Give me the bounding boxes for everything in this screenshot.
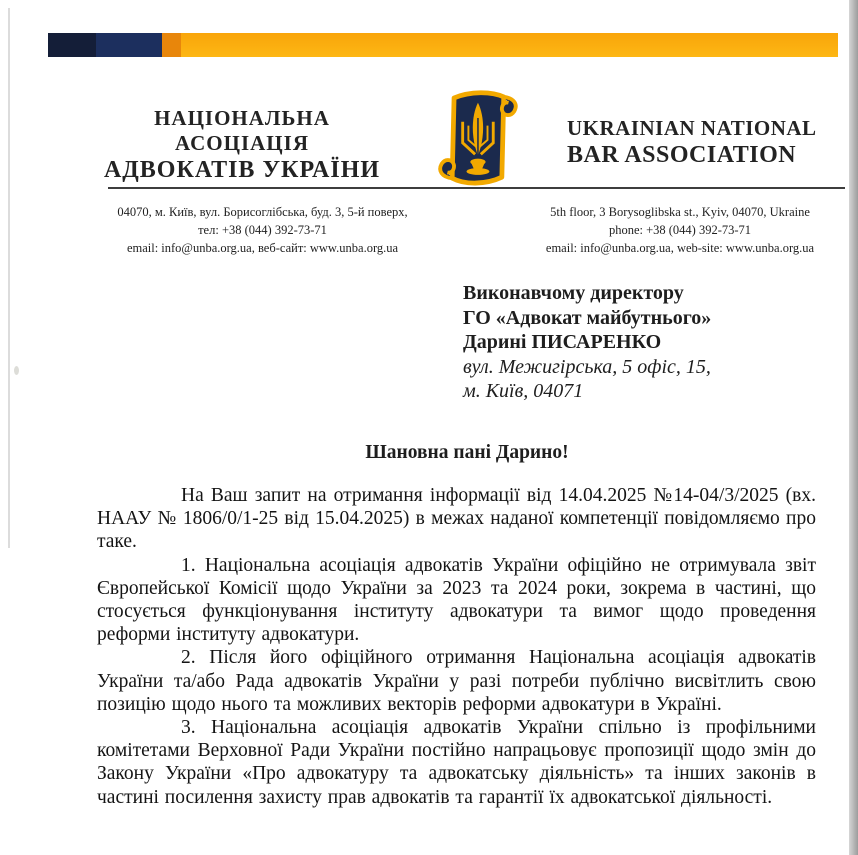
letterhead-color-bar: [48, 33, 838, 57]
contact-ua-email-web: email: info@unba.org.ua, веб-сайт: www.unba.org.ua: [126, 241, 399, 255]
org-name-ua-line2: АДВОКАТІВ УКРАЇНИ: [103, 157, 381, 183]
recipient-organization: ГО «Адвокат майбутнього»: [463, 306, 712, 329]
scan-edge-left: [8, 8, 10, 548]
contact-ua-phone: тел: +38 (044) 392-73-71: [198, 223, 327, 237]
bar-segment-dark-orange: [162, 33, 181, 57]
org-name-ua-line1: НАЦІОНАЛЬНА АСОЦІАЦІЯ: [154, 106, 330, 155]
scan-artifact: [14, 366, 19, 375]
recipient-street-address: вул. Межигірська, 5 офіс, 15,: [463, 355, 711, 378]
org-name-ukrainian: [97, 106, 387, 184]
recipient-city-zip: м. Київ, 04071: [463, 380, 584, 402]
contact-en-phone: phone: +38 (044) 392-73-71: [608, 223, 752, 237]
contact-en-address: 5th floor, 3 Borysoglibska st., Kyiv, 04070, Ukraine: [550, 205, 810, 219]
bar-segment-amber: [181, 33, 838, 57]
org-name-english: [567, 116, 817, 169]
body-paragraph-item1: 1. Національна асоціація адвокатів України офіційно не отримувала звіт Європейської Комісії щодо України за 2023 та 2024 роки, зокрема в частині, що стосується функціонування інституту адвокатури та вимог щодо проведення реформи інституту адвокатури.: [97, 554, 816, 646]
org-name-en-line2: BAR ASSOCIATION: [567, 141, 797, 168]
body-paragraph-intro: На Ваш запит на отримання інформації від 14.04.2025 №14-04/3/2025 (вх. НААУ № 1806/0/1-25 від 15.04.2025) в межах наданої компетенції повідомляємо про таке.: [97, 485, 816, 553]
contact-en-email-web: email: info@unba.org.ua, web-site: www.unba.org.ua: [545, 241, 815, 255]
contact-block-ukrainian: [90, 203, 435, 257]
letterhead-divider-line: [108, 187, 845, 189]
recipient-block: [463, 281, 793, 404]
unba-scroll-trident-logo: [434, 88, 520, 190]
body-paragraph-item3: 3. Національна асоціація адвокатів України спільно із профільними комітетами Верховної Ради України постійно напрацьовує пропозиції щодо змін до Закону України «Про адвокатуру та адвокатську діяльність» та інших законів в частині посилення захисту прав адвокатів та гарантії їх адвокатської діяльності.: [97, 717, 816, 808]
letter-body: [97, 484, 816, 809]
contact-block-english: [520, 203, 840, 257]
scan-edge-right: [849, 0, 858, 855]
letterhead: [97, 88, 817, 188]
recipient-title: Виконавчому директору: [463, 282, 684, 304]
recipient-name: Дарині ПИСАРЕНКО: [463, 331, 662, 353]
bar-segment-dark-navy: [48, 33, 96, 57]
unba-logo-svg: [434, 88, 520, 190]
contact-blocks: [90, 203, 840, 257]
salutation: Шановна пані Дарино!: [365, 442, 569, 463]
body-paragraph-item2: 2. Після його офіційного отримання Національна асоціація адвокатів України та/або Рада адвокатів України у разі потреби публічно висвітлить свою позицію щодо нього та можливих векторів реформи адвокатури в Україні.: [97, 647, 816, 715]
bar-segment-navy: [96, 33, 162, 57]
contact-ua-address: 04070, м. Київ, вул. Борисоглібська, буд. 3, 5-й поверх,: [117, 205, 408, 219]
org-name-en-line1: UKRAINIAN NATIONAL: [567, 115, 817, 140]
